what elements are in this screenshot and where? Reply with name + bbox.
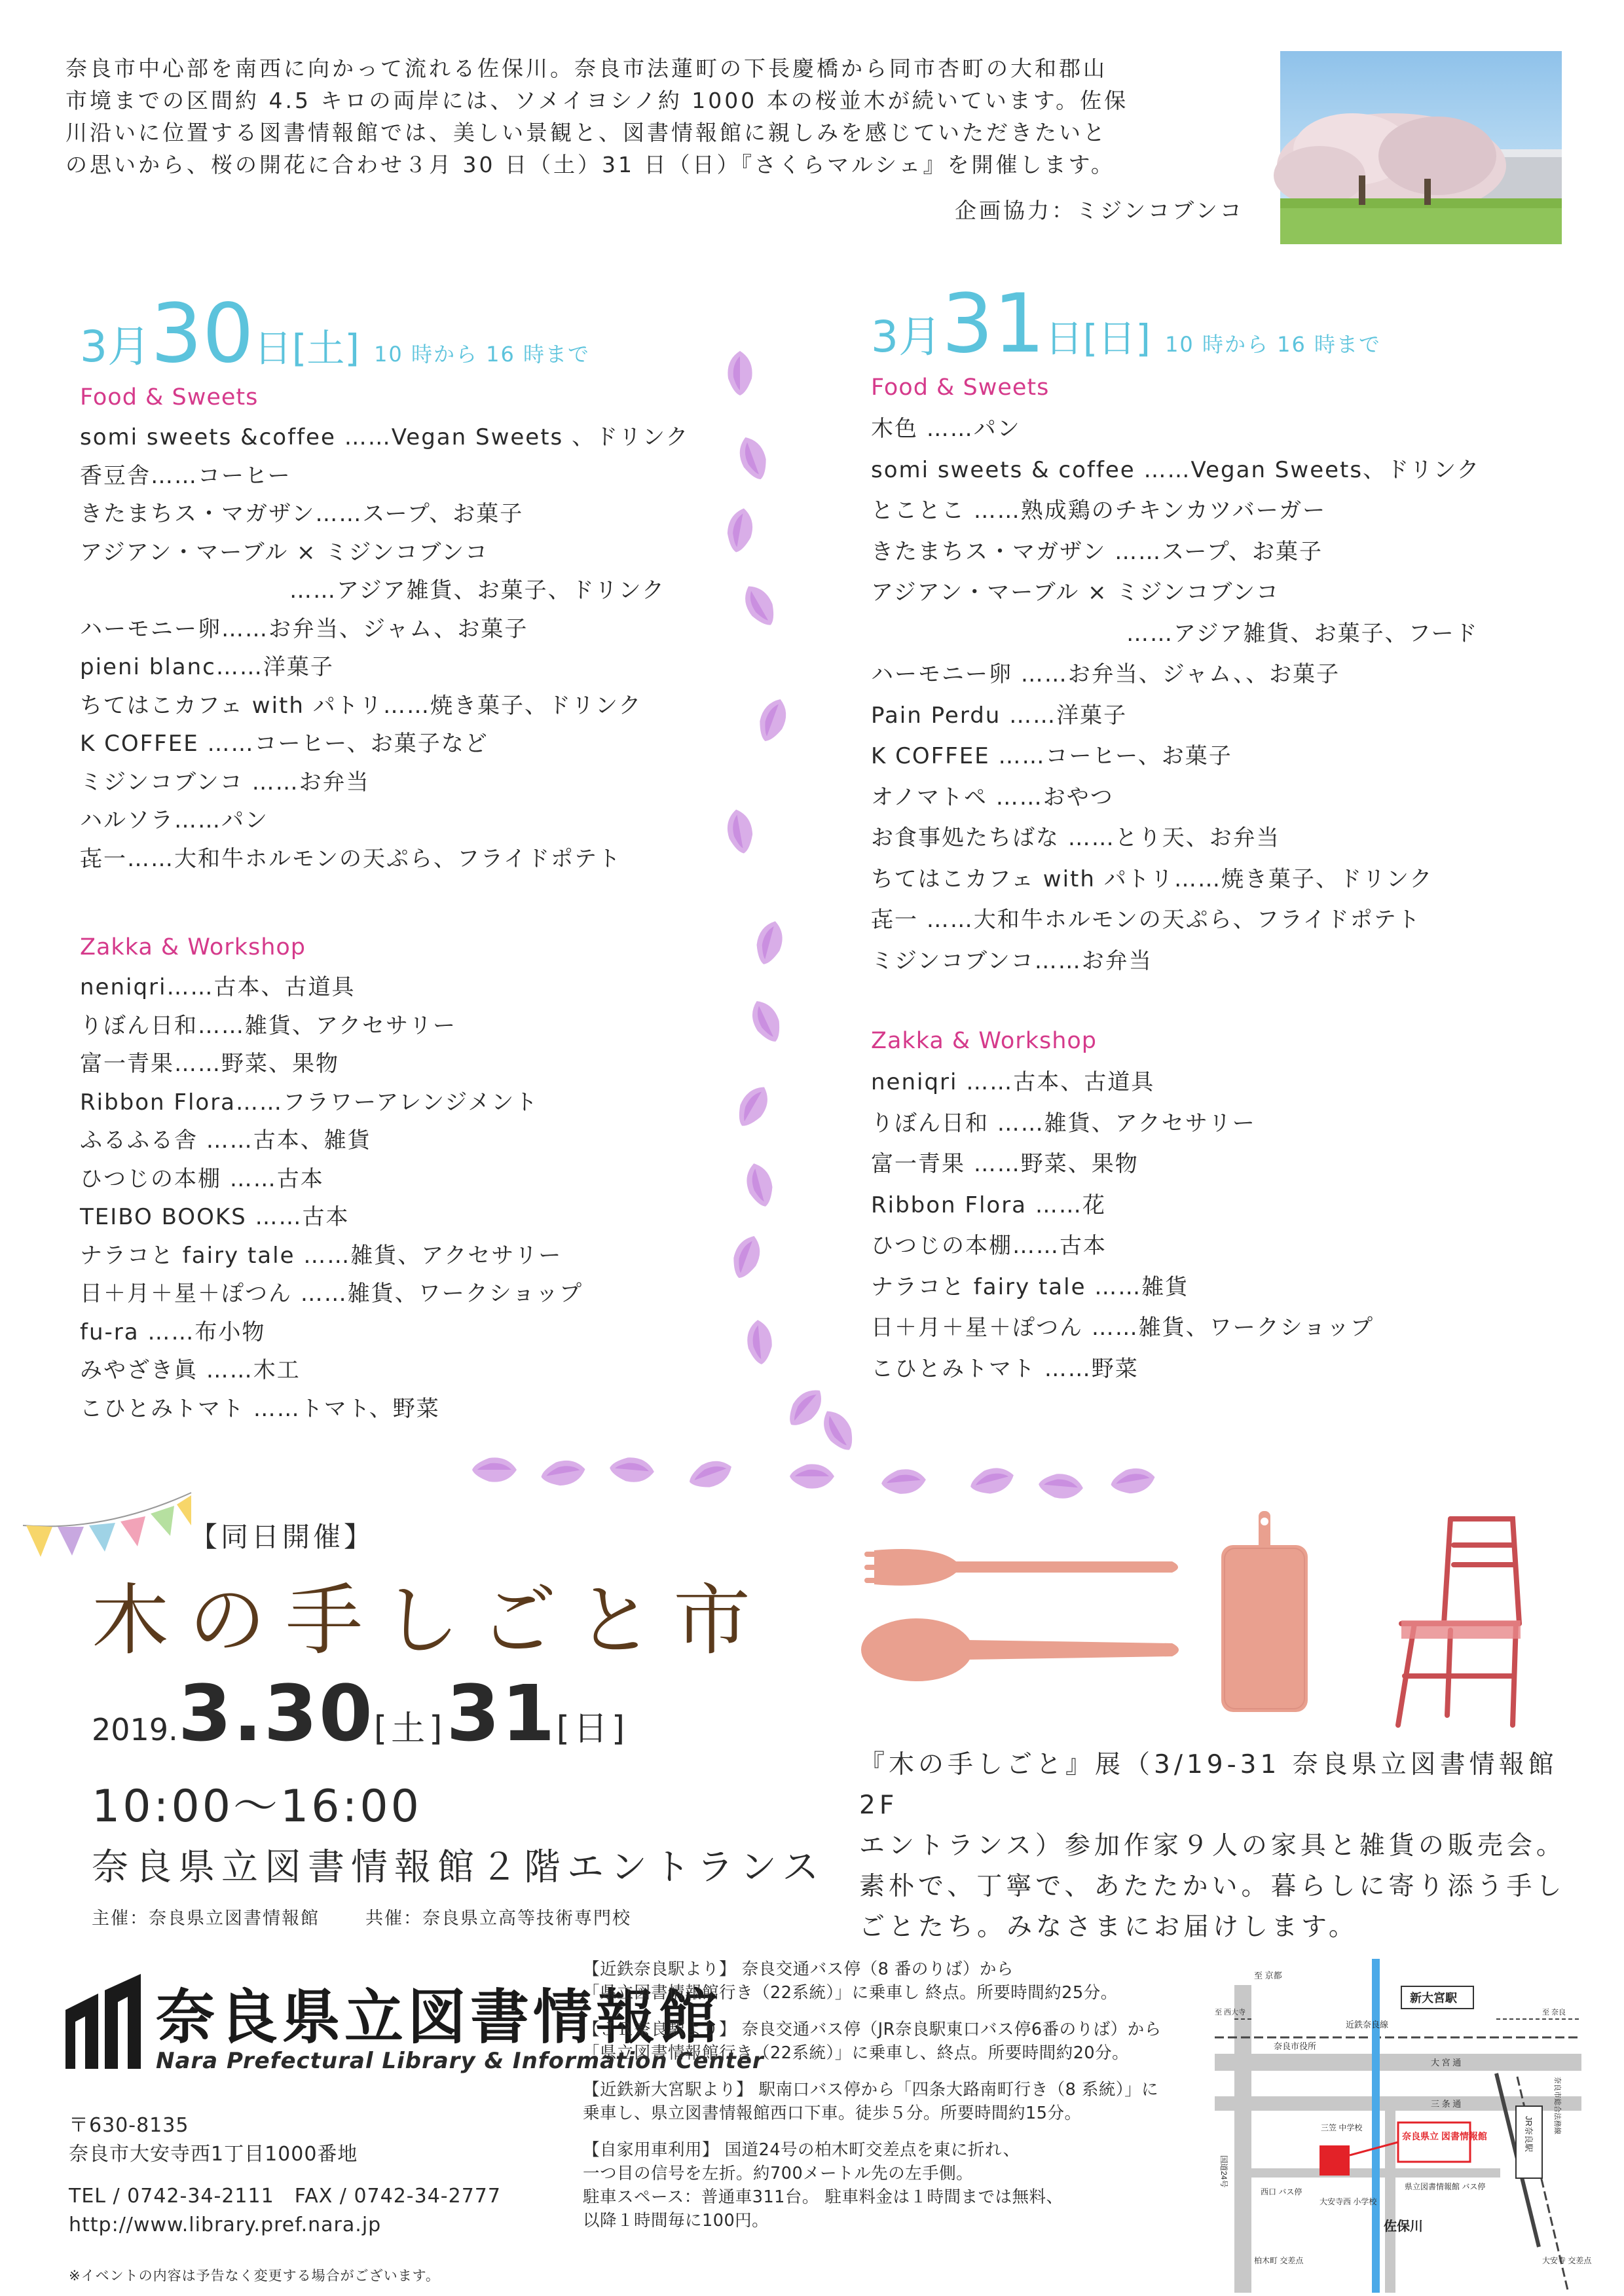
day1-date: 30 <box>151 287 254 381</box>
list-item: りぼん日和 ……雑貨、アクセサリー <box>871 1110 1256 1137</box>
day2-food-heading: Food & Sweets <box>871 374 1050 401</box>
list-item: お食事処たちばな ……とり天、お弁当 <box>871 825 1280 851</box>
day2-time: 10 時から 16 時まで <box>1165 332 1382 357</box>
wood-market-venue: 奈良県立図書情報館２階エントランス <box>92 1846 826 1889</box>
map-label-city-hall: 奈良市役所 <box>1274 2041 1317 2051</box>
map-label-station: 新大宮駅 <box>1410 1992 1457 2005</box>
access-line: 乗車し、県立図書情報館西口下車。徒歩５分。所要時間約15分。 <box>583 2104 1082 2123</box>
access-jr-nara <box>583 2018 1218 2065</box>
map-label-jr: JR奈良駅 <box>1524 2116 1534 2152</box>
list-item: Pain Perdu ……洋菓子 <box>871 702 1128 729</box>
list-item: fu-ra ……布小物 <box>80 1319 266 1345</box>
intro-line: 奈良市中心部を南西に向かって流れる佐保川。奈良市法蓮町の下長慶橋から同市杏町の大和郡山 <box>65 56 1107 81</box>
list-item: ふるふる舎 ……古本、雑貨 <box>80 1127 371 1154</box>
day2-zakka-heading: Zakka & Workshop <box>871 1028 1098 1054</box>
map-label-daianji: 大安寺 交差点 <box>1542 2256 1592 2265</box>
list-item: ミジンコブンコ ……お弁当 <box>80 769 370 795</box>
petal <box>539 1457 587 1489</box>
wood-weekday-1: [土] <box>373 1709 447 1749</box>
desc-line: ごとたち。みなさまにお届けします。 <box>859 1912 1358 1942</box>
access-map <box>1215 1959 1592 2293</box>
list-item: きたまちス・マガザン……スープ、お菓子 <box>80 501 524 527</box>
list-item: ……アジア雑貨、お菓子、フード <box>1126 620 1479 647</box>
list-item: Ribbon Flora ……花 <box>871 1192 1106 1218</box>
access-line: 【自家用車利用】 国道24号の柏木町交差点を東に折れ、 <box>583 2140 1020 2160</box>
access-line: 【近鉄新大宮駅より】 駅南口バス停から「四条大路南町行き（8 系統）」に <box>583 2080 1159 2100</box>
petal <box>686 1455 736 1493</box>
intro-line: 市境までの区間約 4.5 キロの両岸には、ソメイヨシノ約 1000 本の桜並木が続いています。佐保 <box>65 88 1129 113</box>
petal <box>754 695 792 746</box>
petal <box>738 580 781 631</box>
map-label-oomiya-dori: 大 宮 通 <box>1431 2058 1462 2068</box>
list-item: りぼん日和……雑貨、アクセサリー <box>80 1012 456 1039</box>
petal <box>731 1081 775 1132</box>
day1-zakka-heading: Zakka & Workshop <box>80 934 306 960</box>
list-item: ハーモニー卵……お弁当、ジャム、お菓子 <box>80 615 528 642</box>
access-line: 「県立図書情報館行き（22系統）」に乗車し、終点。所要時間約20分。 <box>583 2043 1130 2063</box>
map-label-sanjo-dori: 三 条 通 <box>1431 2099 1462 2109</box>
petal <box>734 433 772 484</box>
petal <box>881 1467 927 1495</box>
access-car <box>583 2138 1218 2232</box>
list-item: 㐂一……大和牛ホルモンの天ぷら、フライドポテト <box>80 845 621 872</box>
wood-year: 2019. <box>92 1712 178 1747</box>
petal <box>1109 1465 1156 1497</box>
list-item: Ribbon Flora……フラワーアレンジメント <box>80 1089 539 1116</box>
access-line: 【ＪＲ奈良駅より】 奈良交通バス停（JR奈良駅東口バス停6番のりば）から <box>583 2020 1162 2039</box>
access-shin-omiya <box>583 2078 1218 2125</box>
wood-market-date <box>92 1668 629 1758</box>
list-item: 香豆舎……コーヒー <box>80 462 291 489</box>
wood-market-title: 木の手しごと市 <box>92 1575 771 1666</box>
petal <box>745 1319 773 1366</box>
list-item: オノマトペ ……おやつ <box>871 784 1114 811</box>
day1-time: 10 時から 16 時まで <box>374 342 591 367</box>
access-kintetsu-nara <box>583 1958 1218 2005</box>
desc-line: エントランス）参加作家９人の家具と雑貨の販売会。 <box>859 1831 1566 1861</box>
map-label-west-bus-stop: 西口 バス停 <box>1261 2187 1302 2196</box>
list-item: K COFFEE ……コーヒー、お菓子など <box>80 731 489 757</box>
day2-date: 31 <box>942 277 1045 371</box>
petal <box>782 1383 829 1432</box>
wood-date-2: 31 <box>446 1668 557 1758</box>
wood-market-time: 10:00〜16:00 <box>92 1781 422 1832</box>
petal <box>967 1463 1016 1499</box>
access-line: 駐車スペース：普通車311台。 駐車料金は１時間までは無料、 <box>583 2187 1063 2207</box>
list-item: 日＋月＋星＋ぽつん ……雑貨、ワークショップ <box>80 1281 583 1307</box>
contact-block <box>69 2111 501 2240</box>
petal <box>817 1405 860 1456</box>
list-item: 木色 ……パン <box>871 416 1021 442</box>
wood-craft-illustration <box>858 1499 1585 1735</box>
library-logo-icon <box>59 1971 151 2075</box>
map-label-daianji-school: 大安寺西 小学校 <box>1320 2197 1377 2206</box>
list-item: ミジンコブンコ……お弁当 <box>871 947 1153 974</box>
list-item: みやざき眞 ……木工 <box>80 1357 301 1383</box>
list-item: somi sweets & coffee ……Vegan Sweets、ドリンク <box>871 456 1481 483</box>
list-item: ちてはこカフェ with パトリ……焼き菓子、ドリンク <box>80 692 642 719</box>
day1-food-heading: Food & Sweets <box>80 384 259 410</box>
list-item: 富一青果 ……野菜、果物 <box>871 1151 1139 1177</box>
list-item: somi sweets &coffee ……Vegan Sweets 、ドリンク <box>80 424 690 450</box>
list-item: ナラコと fairy tale ……雑貨、アクセサリー <box>80 1242 563 1269</box>
intro-line: の思いから、桜の開花に合わせ３月 30 日（土）31 日（日）『さくらマルシェ』を開催します。 <box>65 152 1115 177</box>
petal <box>728 351 752 395</box>
access-line: 【近鉄奈良駅より】 奈良交通バス停（8 番のりば）から <box>583 1959 1014 1979</box>
petal <box>609 1455 655 1484</box>
map-label-saho-river: 佐保川 <box>1384 2219 1423 2234</box>
list-item: neniqri ……古本、古道具 <box>871 1069 1155 1095</box>
list-item: きたまちス・マガザン ……スープ、お菓子 <box>871 538 1323 565</box>
list-item: 㐂一 ……大和牛ホルモンの天ぷら、フライドポテト <box>871 907 1421 933</box>
list-item: こひとみトマト ……トマト、野菜 <box>80 1395 440 1422</box>
same-day-label: 【同日開催】 <box>190 1521 375 1553</box>
disclaimer: ※イベントの内容は予告なく変更する場合がございます。 <box>69 2268 440 2284</box>
petal <box>724 807 756 855</box>
desc-line: 『木の手しごと』展（3/19-31 奈良県立図書情報館 2F <box>859 1750 1558 1820</box>
hosts-line <box>92 1904 677 1929</box>
map-label-kintetsu: 近鉄奈良線 <box>1346 2020 1389 2030</box>
phone-fax: TEL / 0742-34-2111 FAX / 0742-34-2777 <box>69 2185 501 2208</box>
day2-month: 3月 <box>871 312 942 362</box>
day2-weekday: 日[日] <box>1044 316 1151 361</box>
wood-weekday-2: [日] <box>556 1709 629 1749</box>
address: 奈良市大安寺西1丁目1000番地 <box>69 2143 358 2166</box>
petal <box>752 918 787 967</box>
map-label-route24: 国道24号 <box>1219 2155 1228 2188</box>
petal <box>790 1464 834 1488</box>
map-label-school: 三笠 中学校 <box>1321 2123 1363 2132</box>
map-label-north: 至 京都 <box>1254 1971 1282 1980</box>
map-label-kashiwagi: 柏木町 交差点 <box>1254 2256 1304 2265</box>
petal <box>1038 1472 1084 1500</box>
access-line: 以降１時間毎に100円。 <box>583 2211 769 2231</box>
list-item: ちてはこカフェ with パトリ……焼き菓子、ドリンク <box>871 866 1433 892</box>
library-name-en: Nara Prefectural Library & Information Center <box>156 2048 764 2074</box>
wood-date-1: 3.30 <box>177 1668 374 1758</box>
list-item: 富一青果……野菜、果物 <box>80 1051 339 1077</box>
desc-line: 素朴で、丁寧で、あたたかい。暮らしに寄り添う手し <box>859 1872 1566 1901</box>
exhibit-description <box>859 1745 1579 1948</box>
petal <box>746 996 786 1046</box>
list-item: neniqri……古本、古道具 <box>80 974 356 1000</box>
organizer: 主催：奈良県立図書情報館 <box>92 1908 320 1929</box>
list-item: K COFFEE ……コーヒー、お菓子 <box>871 743 1232 769</box>
day1-weekday: 日[土] <box>253 326 360 371</box>
petal <box>742 1160 777 1209</box>
list-item: とことこ ……熟成鶏のチキンカツバーガー <box>871 498 1327 524</box>
cosponsor: 共催：奈良県立高等技術専門校 <box>365 1908 631 1929</box>
intro-line: 川沿いに位置する図書情報館では、美しい景観と、図書情報館に親しみを感じていただきたいと <box>65 120 1107 145</box>
access-line: 一つ目の信号を左折。約700メートル先の左手側。 <box>583 2164 974 2183</box>
petal <box>472 1457 517 1482</box>
list-item: ハーモニー卵 ……お弁当、ジャム、、お菓子 <box>871 661 1340 687</box>
list-item: ハルソラ……パン <box>80 807 268 833</box>
list-item: 日＋月＋星＋ぽつん ……雑貨、ワークショップ <box>871 1315 1375 1341</box>
day1-month: 3月 <box>80 321 151 372</box>
list-item: pieni blanc……洋菓子 <box>80 654 334 680</box>
list-item: アジアン・マーブル × ミジンコブンコ <box>871 579 1280 606</box>
map-label-rail-right: 奈良市総合法務線 <box>1553 2077 1561 2134</box>
list-item: こひとみトマト ……野菜 <box>871 1355 1139 1382</box>
cooperation-credit: 企画協力：ミジンコブンコ <box>955 198 1244 223</box>
map-label-library-bus-stop: 県立図書情報館 バス停 <box>1405 2182 1486 2191</box>
map-label-library: 奈良県立 図書情報館 <box>1402 2131 1487 2141</box>
access-line: 「県立図書情報館行き（22系統）」に乗車し 終点。所要時間約25分。 <box>583 1983 1118 2003</box>
petal <box>728 1232 766 1283</box>
list-item: アジアン・マーブル × ミジンコブンコ <box>80 539 489 566</box>
postal-code: 〒630-8135 <box>69 2114 189 2137</box>
list-item: ナラコと fairy tale ……雑貨 <box>871 1273 1189 1300</box>
list-item: ひつじの本棚 ……古本 <box>80 1165 324 1192</box>
map-label-nara: 至 奈良 <box>1542 2009 1566 2016</box>
bunting-decoration <box>20 1486 196 1565</box>
petal <box>724 506 756 554</box>
map-label-saidaiji: 至 西大寺 <box>1215 2009 1246 2016</box>
library-name-jp: 奈良県立図書情報館 <box>156 1982 722 2052</box>
website-link[interactable]: http://www.library.pref.nara.jp <box>69 2214 382 2236</box>
list-item: ひつじの本棚……古本 <box>871 1233 1107 1259</box>
list-item: ……アジア雑貨、お菓子、ドリンク <box>289 577 665 604</box>
access-info <box>583 1958 1218 2246</box>
list-item: TEIBO BOOKS ……古本 <box>80 1204 350 1230</box>
